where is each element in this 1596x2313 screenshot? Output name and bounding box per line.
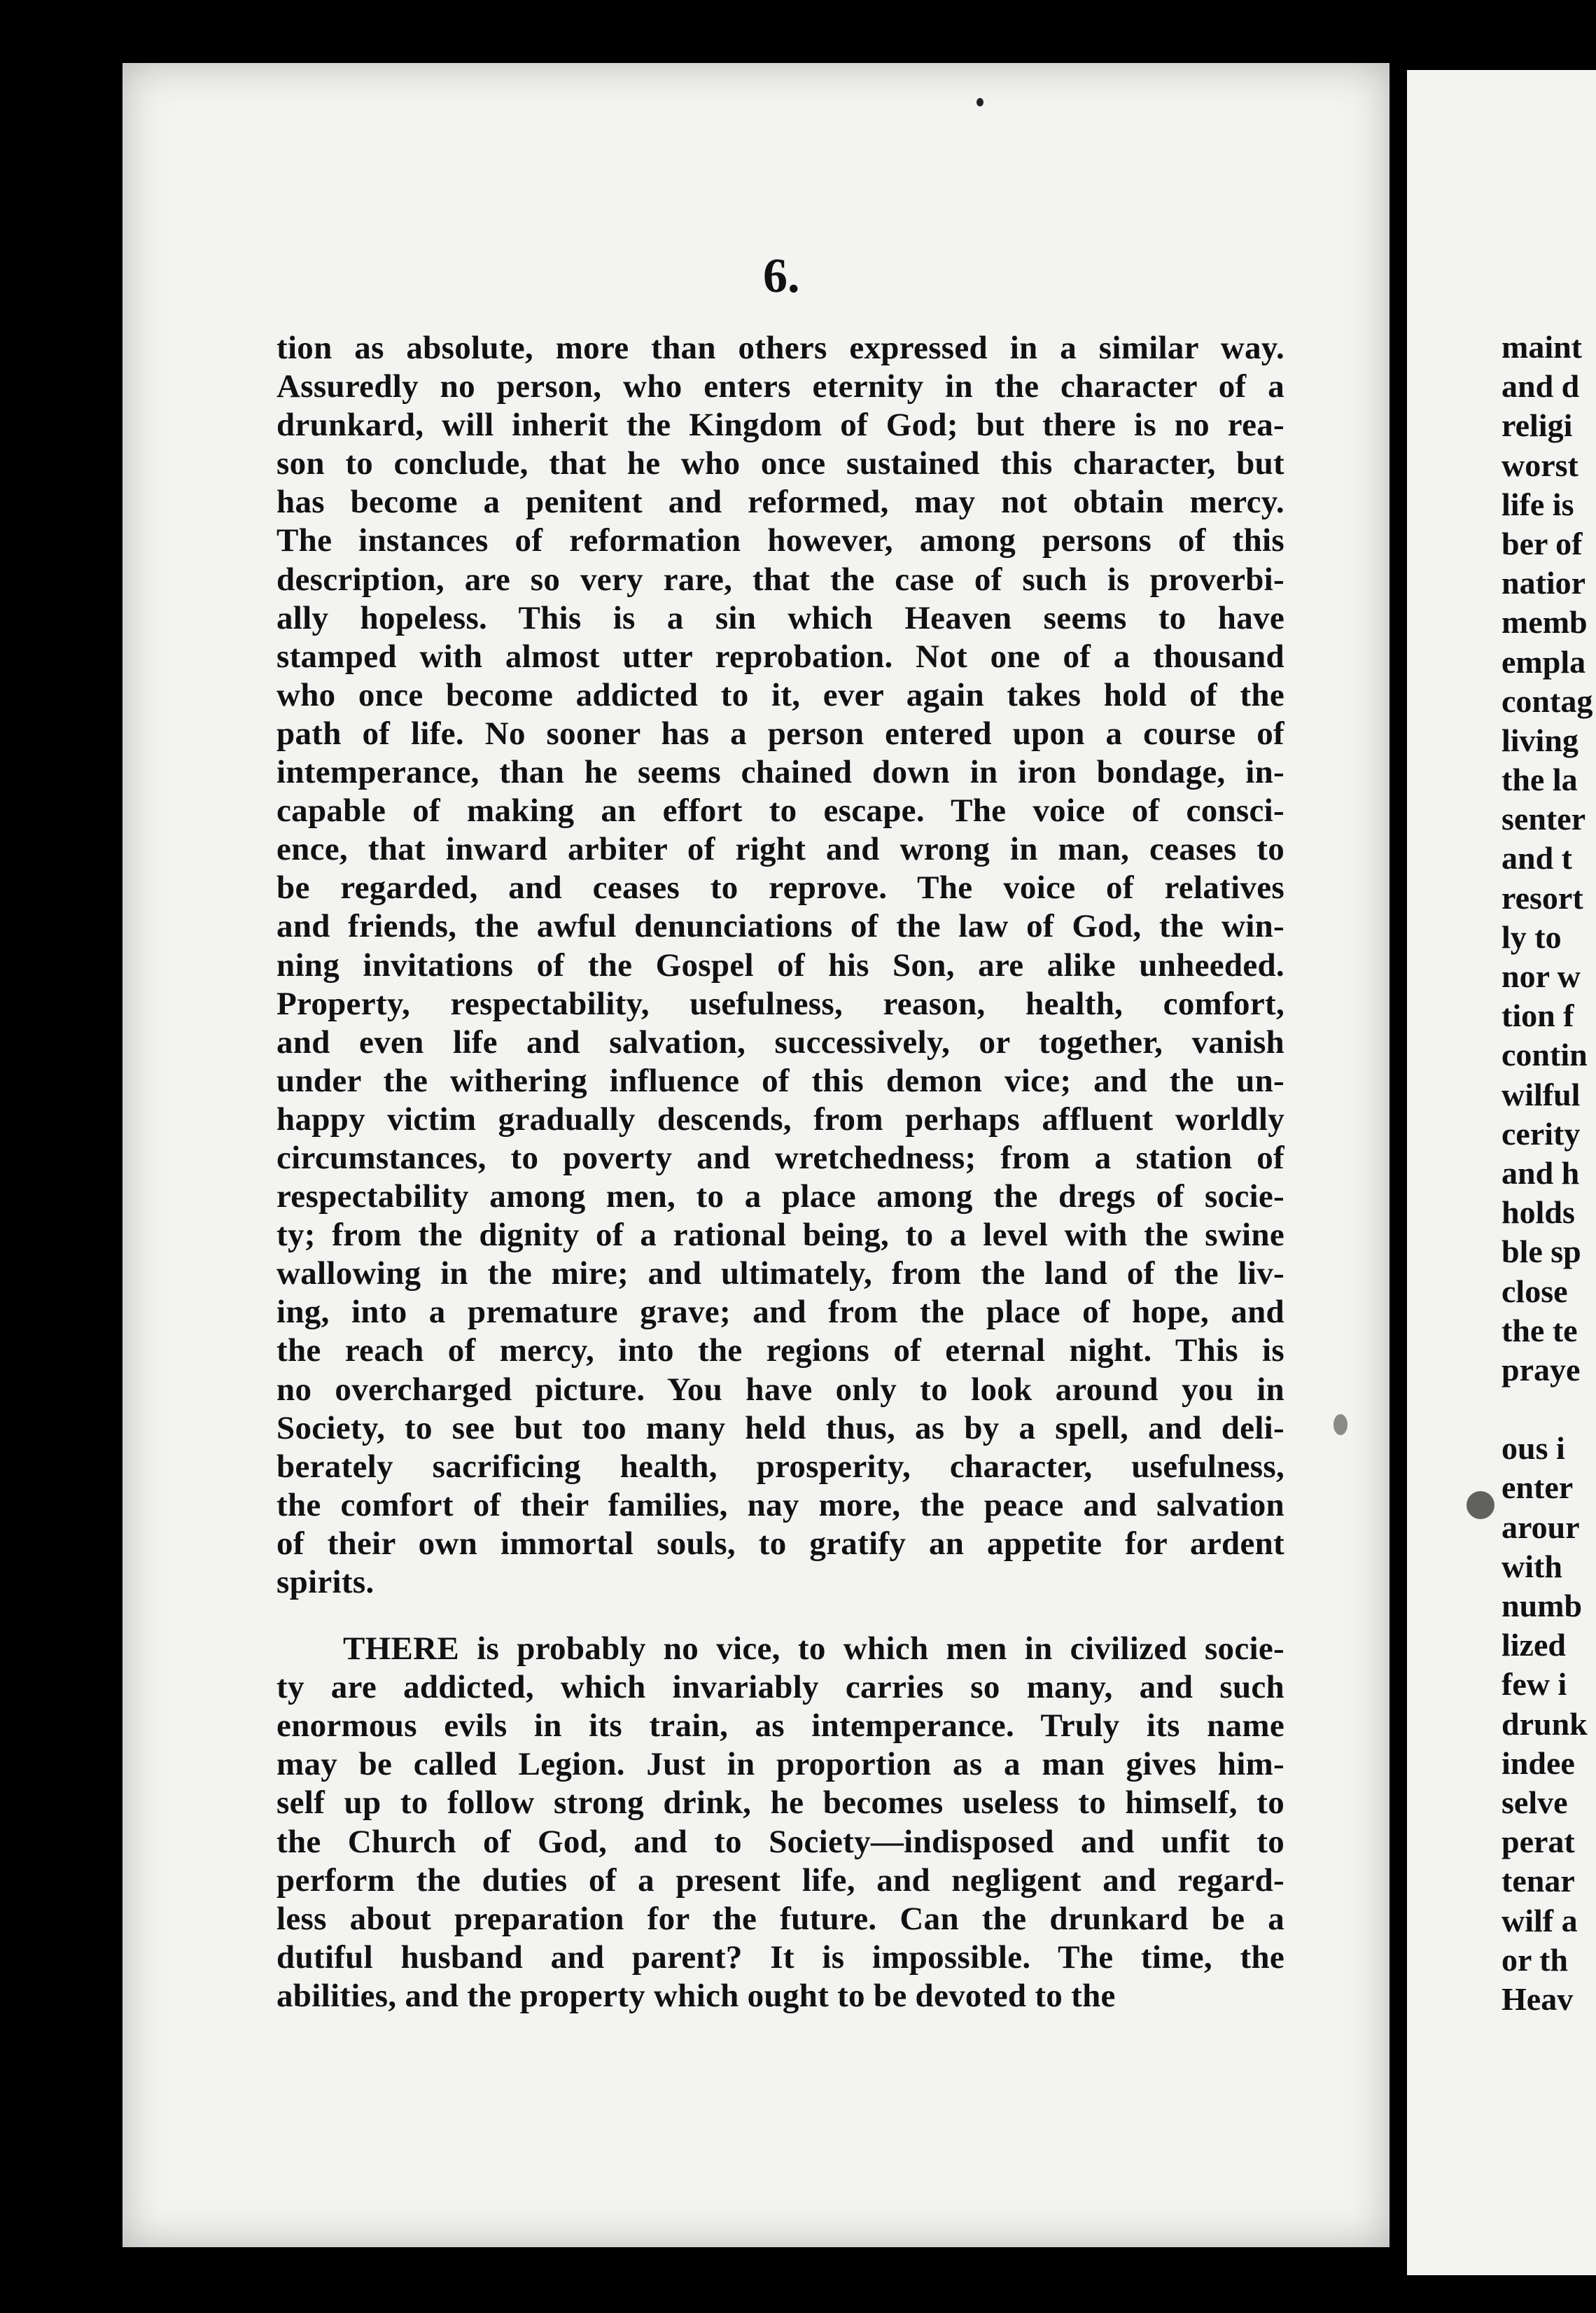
text-line: has become a penitent and reformed, may not obtain mercy. — [276, 484, 1284, 521]
right-page-line: drunk — [1502, 1705, 1588, 1742]
text-line: perform the duties of a present life, and negligent and regard- — [276, 1861, 1284, 1899]
body-text — [276, 329, 1284, 2015]
text-line: wallowing in the mire; and ultimately, from the land of the liv- — [276, 1255, 1284, 1292]
text-line: ing, into a premature grave; and from the place of hope, and — [276, 1294, 1284, 1331]
text-line: son to conclude, that he who once sustained this character, but — [276, 445, 1284, 482]
right-page-line: memb — [1502, 604, 1588, 641]
right-page-line: lized — [1502, 1627, 1566, 1663]
paragraph-gap — [276, 1602, 1284, 1630]
right-page-line: selve — [1502, 1784, 1568, 1820]
text-line: the Church of God, and to Society—indisposed and unfit to — [276, 1823, 1284, 1860]
right-page-line: with — [1502, 1548, 1562, 1584]
right-page-line: numb — [1502, 1588, 1583, 1623]
text-line: enormous evils in its train, as intemperance. Truly its name — [276, 1707, 1284, 1745]
right-page-line: indee — [1502, 1745, 1575, 1781]
right-page-line: contag — [1502, 683, 1593, 719]
right-page-line: and h — [1502, 1154, 1580, 1191]
text-line: ence, that inward arbiter of right and wrong in man, ceases to — [276, 831, 1284, 868]
right-page-line: holds — [1502, 1194, 1575, 1231]
text-line: who once become addicted to it, ever again takes hold of the — [276, 676, 1284, 713]
right-page-line: resort — [1502, 879, 1583, 916]
right-page-line: few i — [1502, 1666, 1567, 1703]
text-line: no overcharged picture. You have only to look around you in — [276, 1371, 1284, 1408]
paragraph-1 — [276, 329, 1284, 1602]
text-line: and even life and salvation, successively, or together, vanish — [276, 1023, 1284, 1061]
right-page-line: ble sp — [1502, 1234, 1581, 1270]
text-line: capable of making an effort to escape. The voice of consci- — [276, 792, 1284, 830]
text-line: ning invitations of the Gospel of his Son, are alike unheeded. — [276, 946, 1284, 984]
right-page-line: the la — [1502, 762, 1578, 798]
text-line: be regarded, and ceases to reprove. The voice of relatives — [276, 869, 1284, 907]
text-line: Society, to see but too many held thus, as by a spell, and deli- — [276, 1409, 1284, 1446]
text-line: drunkard, will inherit the Kingdom of God; but there is no rea- — [276, 407, 1284, 444]
right-page-line: and t — [1502, 840, 1572, 876]
right-page-line: Heav — [1502, 1980, 1574, 2017]
text-line: under the withering influence of this demon vice; and the un- — [276, 1062, 1284, 1099]
text-line: intemperance, than he seems chained down in iron bondage, in- — [276, 754, 1284, 791]
text-line: circumstances, to poverty and wretchedness; from a station of — [276, 1139, 1284, 1176]
text-line: tion as absolute, more than others expressed in a similar way. — [276, 330, 1284, 366]
text-line: stamped with almost utter reprobation. Not one of a thousand — [276, 638, 1284, 675]
right-page-line: nor w — [1502, 958, 1581, 994]
right-page-line: or th — [1502, 1941, 1568, 1978]
right-page-text — [1502, 328, 1592, 2019]
text-line: may be called Legion. Just in proportion as a man gives him- — [276, 1746, 1284, 1783]
text-line: berately sacrificing health, prosperity, character, usefulness, — [276, 1448, 1284, 1485]
right-page-line: and d — [1502, 368, 1580, 405]
right-page-line: natior — [1502, 565, 1586, 601]
right-page-line: the te — [1502, 1312, 1578, 1348]
right-page-line: wilful — [1502, 1076, 1581, 1112]
ink-speck — [976, 98, 983, 106]
text-line: ally hopeless. This is a sin which Heaven seems to have — [276, 599, 1284, 636]
text-line: happy victim gradually descends, from perhaps affluent worldly — [276, 1100, 1284, 1138]
text-line: ty are addicted, which invariably carries so many, and such — [276, 1669, 1284, 1706]
text-line: the reach of mercy, into the regions of eternal night. This is — [276, 1332, 1284, 1369]
right-page-line: praye — [1502, 1351, 1581, 1388]
text-line: and friends, the awful denunciations of the law of God, the win- — [276, 908, 1284, 945]
text-line: ty; from the dignity of a rational being, to a level with the swine — [276, 1217, 1284, 1254]
right-page-line: contin — [1502, 1037, 1588, 1073]
right-page-line: tenar — [1502, 1863, 1575, 1899]
text-line: less about preparation for the future. Can the drunkard be a — [276, 1900, 1284, 1937]
text-line: of their own immortal souls, to gratify an appetite for ardent — [276, 1525, 1284, 1562]
text-line: self up to follow strong drink, he becomes useless to himself, to — [276, 1784, 1284, 1822]
text-line: Assuredly no person, who enters eternity in the character of a — [276, 368, 1284, 405]
right-page-line: perat — [1502, 1824, 1575, 1860]
page-gutter — [1390, 63, 1407, 2303]
text-line: the comfort of their families, nay more, the peace and salvation — [276, 1486, 1284, 1523]
right-page-line — [1502, 1390, 1592, 1429]
text-line: respectability among men, to a place among the dregs of socie- — [276, 1178, 1284, 1215]
right-page-line: ous i — [1502, 1430, 1565, 1467]
text-line: Property, respectability, usefulness, reason, health, comfort, — [276, 985, 1284, 1022]
text-line: dutiful husband and parent? It is impossible. The time, the — [276, 1938, 1284, 1976]
right-page-line: wilf a — [1502, 1902, 1578, 1938]
right-page-line: life is — [1502, 486, 1574, 522]
right-page-line: close — [1502, 1273, 1568, 1309]
right-page-line: empla — [1502, 643, 1586, 680]
text-line: description, are so very rare, that the case of such is proverbi- — [276, 561, 1284, 598]
right-page-line: enter — [1502, 1469, 1574, 1506]
text-line: THERE is probably no vice, to which men in civilized socie- — [343, 1630, 1284, 1668]
right-page-line: senter — [1502, 801, 1586, 837]
text-line: The instances of reformation however, among persons of this — [276, 522, 1284, 559]
right-page-line: arour — [1502, 1509, 1580, 1545]
right-page-line: ber of — [1502, 525, 1583, 561]
right-page-line: cerity — [1502, 1115, 1581, 1152]
text-line: path of life. No sooner has a person entered upon a course of — [276, 715, 1284, 752]
page-number: 6. — [763, 249, 800, 303]
right-page-line: worst — [1502, 447, 1578, 483]
right-page-line: tion f — [1502, 998, 1574, 1034]
right-page-line: maint — [1502, 329, 1582, 365]
ink-speck — [1334, 1414, 1348, 1435]
right-page-line: ly to — [1502, 918, 1562, 955]
paragraph-2 — [276, 1630, 1284, 2015]
ink-speck — [1466, 1491, 1494, 1519]
right-page-line: religi — [1502, 407, 1573, 444]
text-line: abilities, and the property which ought to be devoted to the — [276, 1977, 1116, 2014]
text-line: spirits. — [276, 1564, 374, 1600]
right-page-line: living — [1502, 722, 1578, 758]
